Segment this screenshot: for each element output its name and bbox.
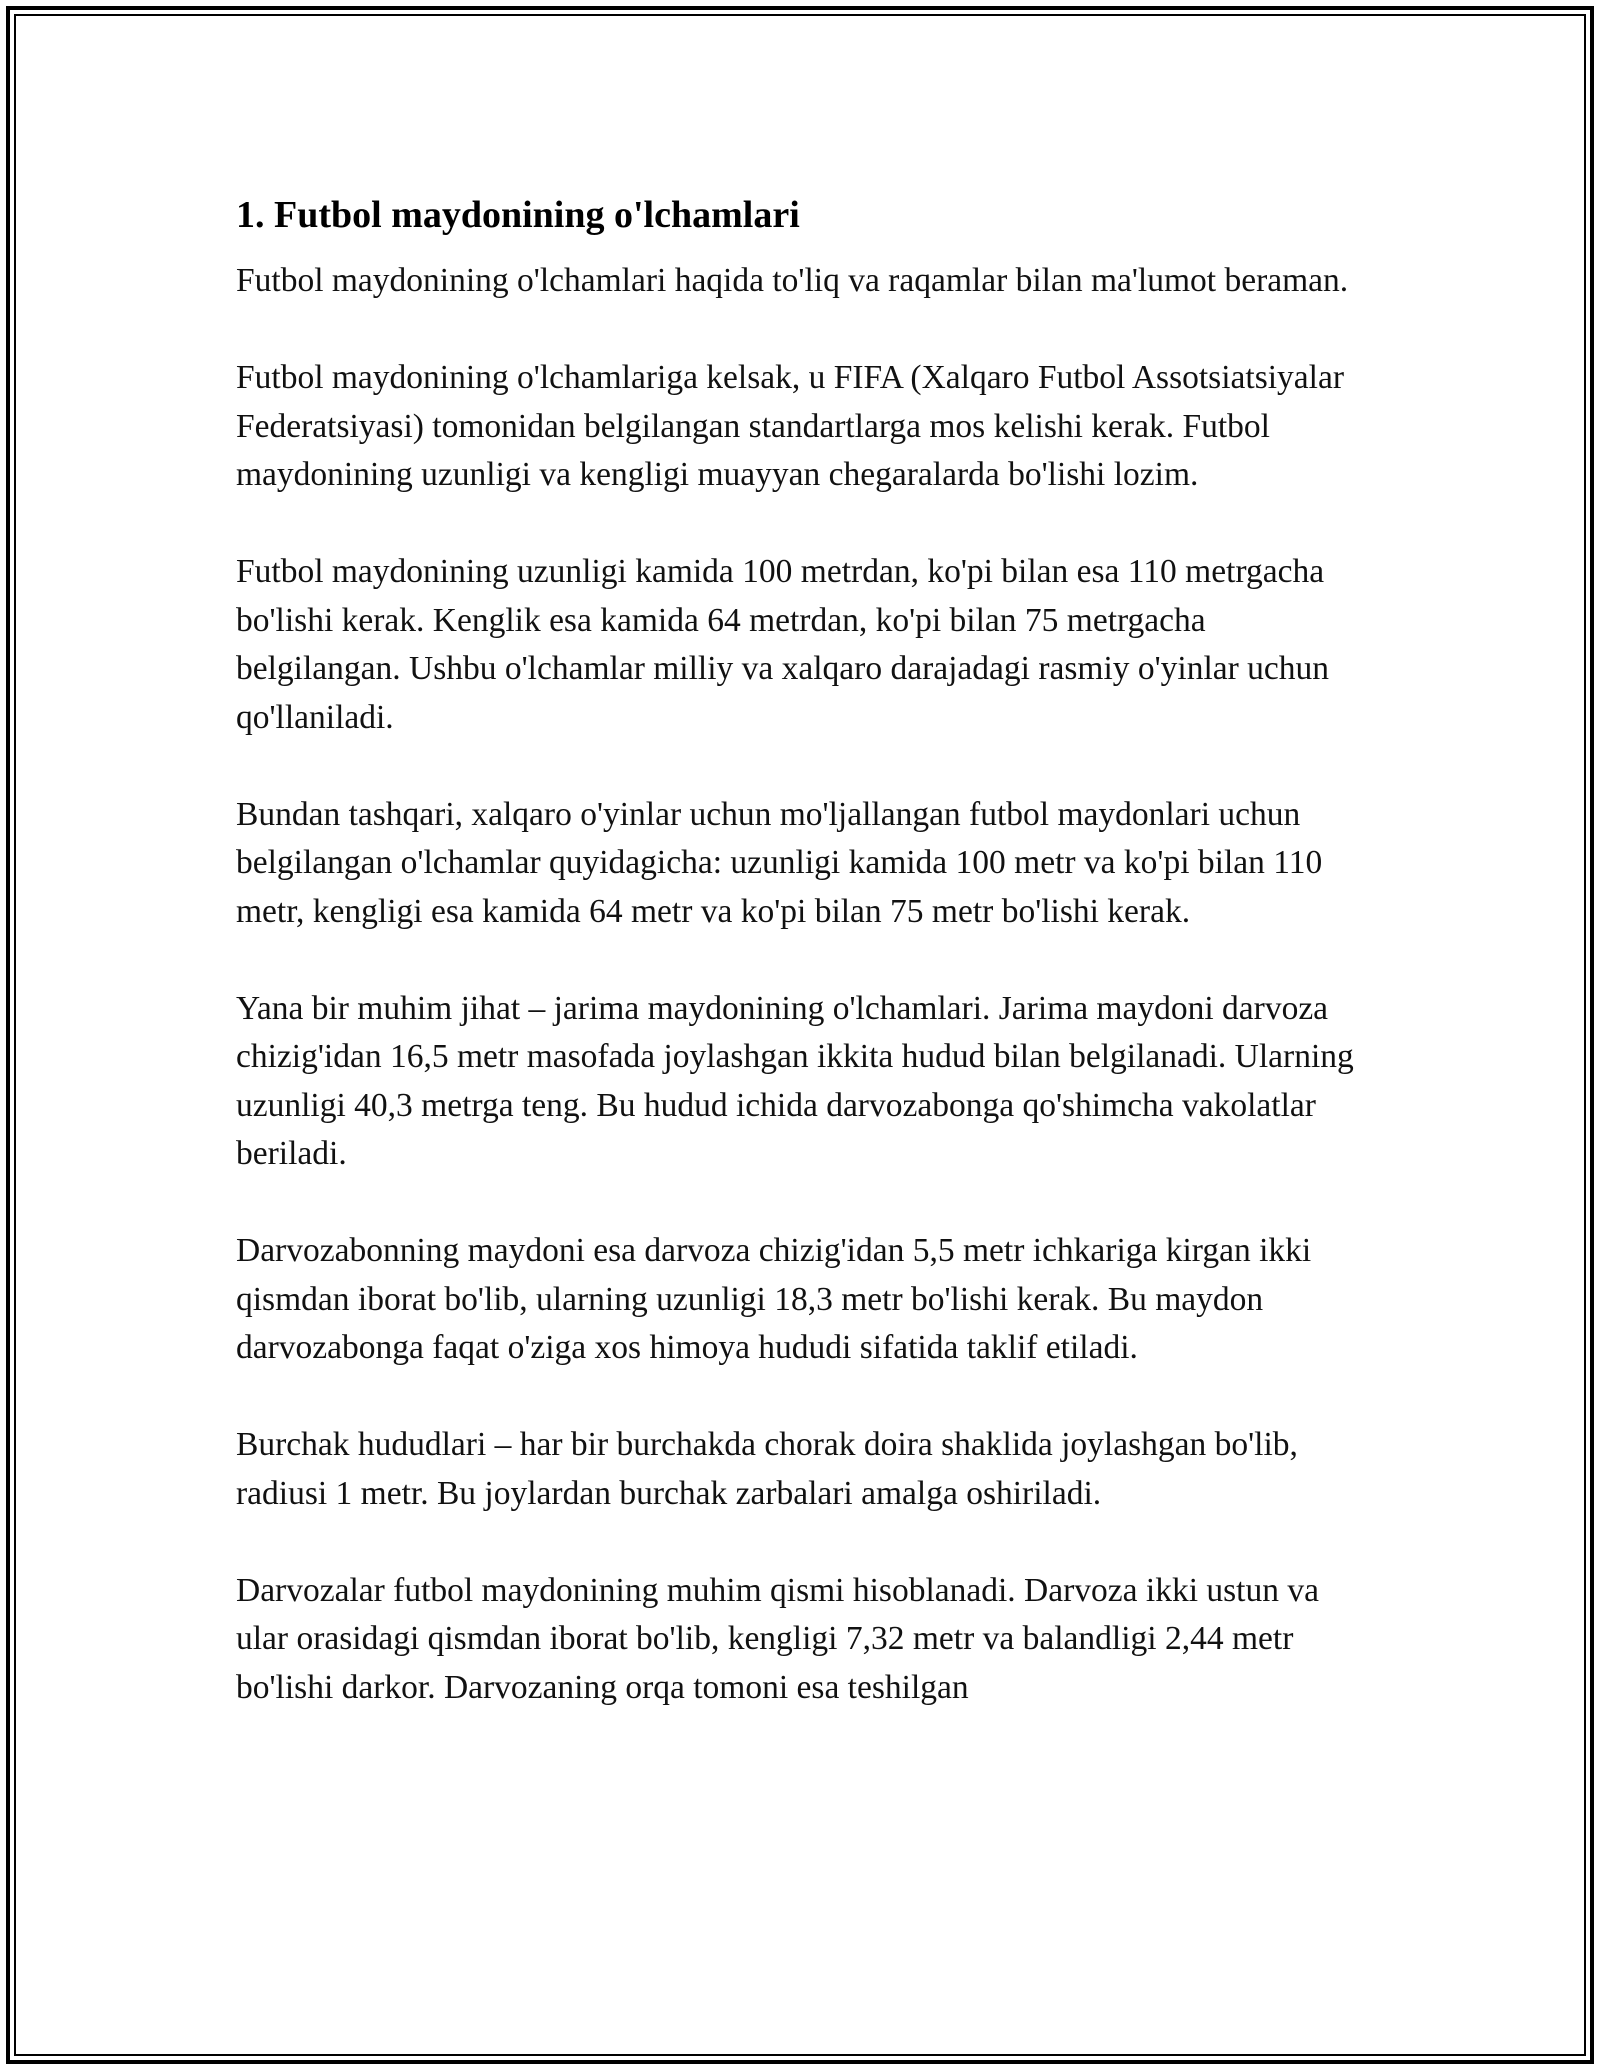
document-body bbox=[236, 187, 1366, 1761]
paragraph-penalty-area: Yana bir muhim jihat – jarima maydonining o'lchamlari. Jarima maydoni darvoza chizig'idan 16,5 metr masofada joylashgan ikkita hudud bilan belgilanadi. Ularning uzunligi 40,3 metrga teng. Bu hudud ichida darvozabonga qo'shimcha vakolatlar beriladi. bbox=[236, 989, 1354, 1172]
paragraph-corner-areas: Burchak hududlari – har bir burchakda chorak doira shaklida joylashgan bo'lib, radiusi 1 metr. Bu joylardan burchak zarbalari amalga oshiriladi. bbox=[236, 1426, 1298, 1512]
paragraph-intro: Futbol maydonining o'lchamlari haqida to'liq va raqamlar bilan ma'lumot beraman. bbox=[236, 262, 1349, 299]
paragraph-fifa-standards: Futbol maydonining o'lchamlariga kelsak, u FIFA (Xalqaro Futbol Assotsiatsiyalar Federatsiyasi) tomonidan belgilangan standartlarga mos kelishi kerak. Futbol maydonining uzunligi va kengligi muayyan chegaralarda bo'lishi lozim. bbox=[236, 359, 1345, 493]
paragraph-international: Bundan tashqari, xalqaro o'yinlar uchun mo'ljallangan futbol maydonlari uchun belgilangan o'lchamlar quyidagicha: uzunligi kamida 100 metr va ko'pi bilan 110 metr, kengligi esa kamida 64 metr va ko'pi bilan 75 metr bo'lishi kerak. bbox=[236, 795, 1323, 930]
section-heading: 1. Futbol maydonining o'lchamlari bbox=[236, 194, 800, 236]
paragraph-length-width: Futbol maydonining uzunligi kamida 100 metrdan, ko'pi bilan esa 110 metrgacha bo'lishi kerak. Kenglik esa kamida 64 metrdan, ko'pi bilan 75 metrgacha belgilangan. Ushbu o'lchamlar milliy va xalqaro darajadagi rasmiy o'yinlar uchun qo'llaniladi. bbox=[236, 553, 1330, 736]
paragraph-goal-area: Darvozabonning maydoni esa darvoza chizig'idan 5,5 metr ichkariga kirgan ikki qismdan iborat bo'lib, ularning uzunligi 18,3 metr bo'lishi kerak. Bu maydon darvozabonga faqat o'ziga xos himoya hududi sifatida taklif etiladi. bbox=[236, 1232, 1312, 1366]
paragraph-goals: Darvozalar futbol maydonining muhim qismi hisoblanadi. Darvoza ikki ustun va ular orasidagi qismdan iborat bo'lib, kengligi 7,32 metr va balandligi 2,44 metr bo'lishi darkor. Darvozaning orqa tomoni esa teshilgan bbox=[236, 1571, 1319, 1706]
